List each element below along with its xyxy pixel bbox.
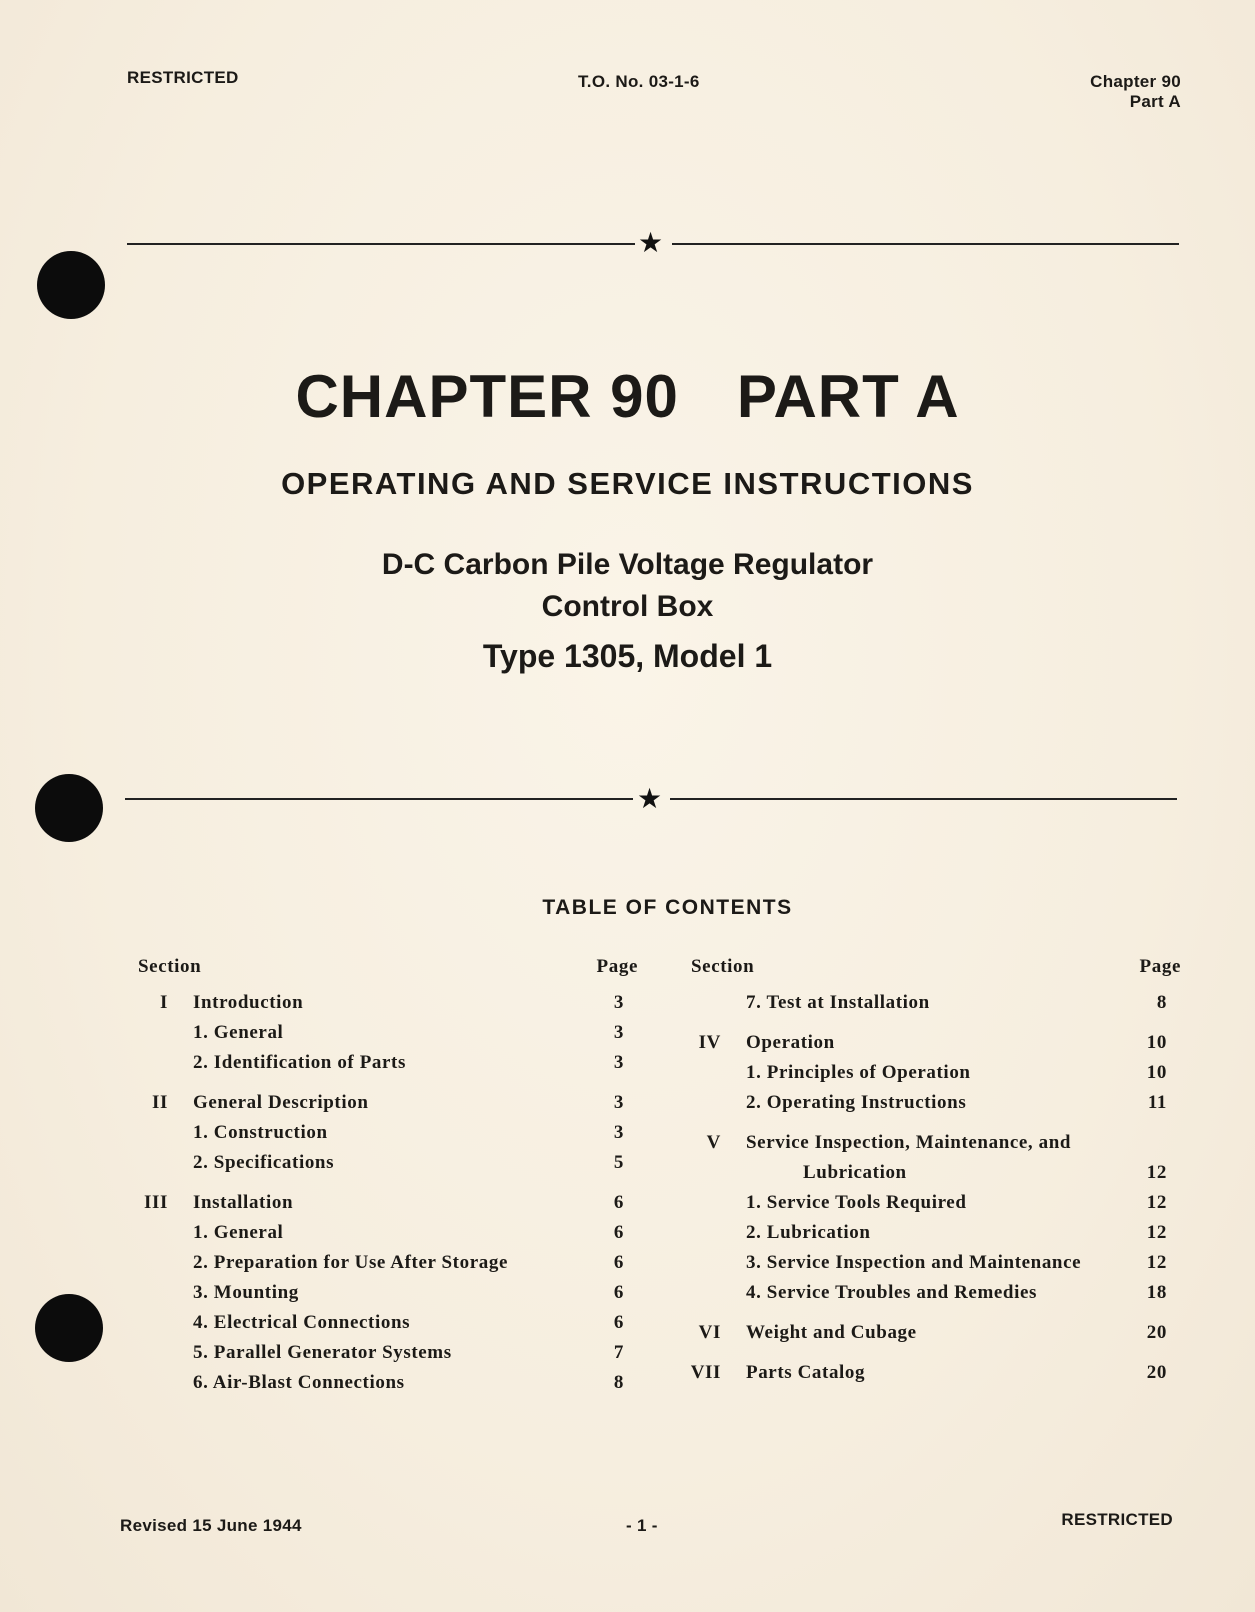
toc-entry-page: 8 <box>1156 992 1167 1013</box>
toc-entry <box>138 1188 638 1218</box>
toc-spacer <box>691 1118 1181 1128</box>
toc-entry <box>691 1128 1181 1158</box>
divider-rule <box>670 798 1177 800</box>
toc-entry <box>138 1148 638 1178</box>
section-numeral: II <box>152 1092 168 1113</box>
binder-hole-icon <box>37 251 105 319</box>
page-header: Page <box>1139 956 1181 977</box>
toc-entry-label: 2. Identification of Parts <box>193 1052 406 1073</box>
toc-entry-page: 18 <box>1146 1282 1167 1303</box>
toc-entry-page: 6 <box>613 1282 624 1303</box>
toc-entry-page: 6 <box>613 1192 624 1213</box>
toc-entry <box>691 1188 1181 1218</box>
toc-entry <box>691 1218 1181 1248</box>
toc-entry-page: 20 <box>1146 1322 1167 1343</box>
toc-entry-page: 12 <box>1146 1222 1167 1243</box>
chapter-title <box>0 362 1255 431</box>
section-numeral: IV <box>698 1032 721 1053</box>
page-header: Page <box>596 956 638 977</box>
footer-revised-date: Revised 15 June 1944 <box>120 1516 302 1535</box>
toc-entry-label: 2. Preparation for Use After Storage <box>193 1252 508 1273</box>
toc-entry-page: 5 <box>613 1152 624 1173</box>
divider-rule <box>127 243 635 245</box>
toc-header <box>138 956 638 988</box>
footer-classification: RESTRICTED <box>1061 1510 1173 1529</box>
toc-title: TABLE OF CONTENTS <box>542 896 793 919</box>
star-icon: ★ <box>638 228 664 259</box>
toc-entry <box>138 1018 638 1048</box>
footer-page-number: - 1 - <box>626 1516 658 1535</box>
toc-entry-page: 12 <box>1146 1162 1167 1183</box>
toc-entry <box>138 1278 638 1308</box>
toc-entry-label: 2. Operating Instructions <box>746 1092 967 1113</box>
toc-entry-page: 12 <box>1146 1252 1167 1273</box>
toc-entry-label: General Description <box>193 1092 369 1113</box>
toc-spacer <box>691 1348 1181 1358</box>
toc-entry <box>691 1058 1181 1088</box>
toc-entry-label: 7. Test at Installation <box>746 992 930 1013</box>
toc-entry-page: 10 <box>1146 1032 1167 1053</box>
toc-entry-page: 20 <box>1146 1362 1167 1383</box>
toc-entry-page: 6 <box>613 1252 624 1273</box>
toc-header <box>691 956 1181 988</box>
toc-entry-label: 4. Service Troubles and Remedies <box>746 1282 1037 1303</box>
product-type-model: Type 1305, Model 1 <box>482 638 773 674</box>
section-header: Section <box>691 956 755 977</box>
toc-entry-label: 3. Service Inspection and Maintenance <box>746 1252 1082 1273</box>
section-header: Section <box>138 956 202 977</box>
toc-entry-label: 1. General <box>193 1022 284 1043</box>
toc-entry <box>138 1248 638 1278</box>
toc-entry-label: Weight and Cubage <box>746 1322 917 1343</box>
header-to-number: T.O. No. 03-1-6 <box>578 72 700 91</box>
toc-entry-page: 10 <box>1146 1062 1167 1083</box>
header-chapter-label: Chapter 90 <box>1090 72 1181 91</box>
part-label: PART A <box>736 363 960 430</box>
toc-entry-label: Installation <box>193 1192 294 1213</box>
toc-entry <box>691 1088 1181 1118</box>
toc-entry <box>691 1358 1181 1388</box>
toc-entry-page: 8 <box>613 1372 624 1393</box>
toc-entry-page: 3 <box>613 1092 624 1113</box>
toc-entry <box>691 1158 1181 1188</box>
toc-entry <box>691 988 1181 1018</box>
document-subtitle: OPERATING AND SERVICE INSTRUCTIONS <box>281 466 974 501</box>
toc-entry <box>138 1368 638 1398</box>
star-icon: ★ <box>637 784 663 815</box>
toc-entry-label: 1. Principles of Operation <box>746 1062 971 1083</box>
section-numeral: V <box>706 1132 721 1153</box>
toc-spacer <box>691 1308 1181 1318</box>
toc-spacer <box>691 1018 1181 1028</box>
toc-entry <box>138 1218 638 1248</box>
toc-entry <box>691 1248 1181 1278</box>
toc-entry-page: 12 <box>1146 1192 1167 1213</box>
header-chapter <box>1090 72 1181 112</box>
toc-entry <box>691 1318 1181 1348</box>
toc-entry-page: 11 <box>1147 1092 1167 1113</box>
toc-entry <box>138 1088 638 1118</box>
toc-entry-page: 3 <box>613 1022 624 1043</box>
divider-rule <box>125 798 633 800</box>
toc-left-column <box>138 956 638 1398</box>
toc-entry-page: 6 <box>613 1312 624 1333</box>
toc-entry-label: Lubrication <box>803 1162 907 1183</box>
header-classification: RESTRICTED <box>127 68 239 87</box>
toc-entry-label: 3. Mounting <box>193 1282 299 1303</box>
toc-entry-page: 6 <box>613 1222 624 1243</box>
toc-entry-label: 6. Air-Blast Connections <box>193 1372 405 1393</box>
toc-entry <box>691 1028 1181 1058</box>
product-name-line-2: Control Box <box>541 590 714 623</box>
toc-entry-page: 7 <box>613 1342 624 1363</box>
toc-entry-label: Operation <box>746 1032 835 1053</box>
chapter-label: CHAPTER 90 <box>295 363 679 430</box>
toc-entry <box>138 1118 638 1148</box>
divider-rule <box>672 243 1179 245</box>
section-numeral: III <box>144 1192 168 1213</box>
section-numeral: VI <box>698 1322 721 1343</box>
toc-entry-label: 1. Construction <box>193 1122 328 1143</box>
section-numeral: I <box>160 992 168 1013</box>
toc-entry-label: Introduction <box>193 992 304 1013</box>
toc-spacer <box>138 1178 638 1188</box>
toc-entry-label: 5. Parallel Generator Systems <box>193 1342 452 1363</box>
toc-right-column <box>691 956 1181 1388</box>
toc-entry <box>138 1308 638 1338</box>
toc-entry <box>138 1048 638 1078</box>
toc-entry-label: Parts Catalog <box>746 1362 866 1383</box>
header-part-label: Part A <box>1129 92 1181 111</box>
toc-entry-label: 1. Service Tools Required <box>746 1192 967 1213</box>
toc-entry <box>138 988 638 1018</box>
binder-hole-icon <box>35 774 103 842</box>
toc-spacer <box>138 1078 638 1088</box>
toc-entry <box>691 1278 1181 1308</box>
toc-entry-label: 4. Electrical Connections <box>193 1312 411 1333</box>
toc-entry-label: 2. Lubrication <box>746 1222 871 1243</box>
toc-entry-page: 3 <box>613 1052 624 1073</box>
product-name-line-1: D-C Carbon Pile Voltage Regulator <box>381 548 874 581</box>
toc-entry <box>138 1338 638 1368</box>
binder-hole-icon <box>35 1294 103 1362</box>
toc-entry-label: 1. General <box>193 1222 284 1243</box>
toc-entry-page: 3 <box>613 992 624 1013</box>
toc-entry-label: Service Inspection, Maintenance, and <box>746 1132 1072 1153</box>
toc-entry-label: 2. Specifications <box>193 1152 335 1173</box>
section-numeral: VII <box>690 1362 721 1383</box>
toc-entry-page: 3 <box>613 1122 624 1143</box>
